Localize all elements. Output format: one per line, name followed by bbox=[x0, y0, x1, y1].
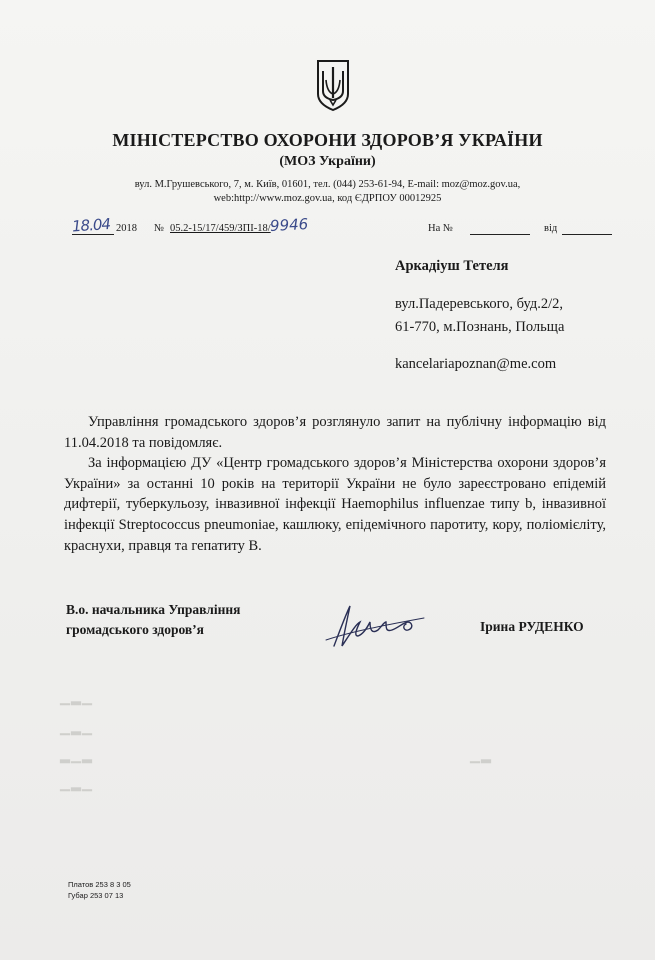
executor-line2: Губар 253 07 13 bbox=[68, 891, 124, 900]
show-through-mark: ▂▁▂ bbox=[60, 748, 93, 763]
reference-label: На № bbox=[428, 223, 453, 234]
show-through-mark: ▁▂▁ bbox=[60, 720, 93, 735]
number-label: № bbox=[154, 223, 165, 234]
ministry-name: МІНІСТЕРСТВО ОХОРОНИ ЗДОРОВ’Я УКРАЇНИ bbox=[112, 130, 543, 150]
recipient-block bbox=[395, 258, 564, 373]
contact-line-web: web:http://www.moz.gov.ua, код ЄДРПОУ 00012925 bbox=[213, 193, 442, 204]
trident-icon bbox=[315, 58, 351, 112]
recipient-address-line1: вул.Падеревського, буд.2/2, bbox=[395, 296, 564, 312]
show-through-mark: ▁▂▁ bbox=[60, 776, 93, 791]
letter-body bbox=[64, 412, 606, 556]
reference-from-label: від bbox=[544, 223, 558, 234]
signatory-title-line2: громадського здоров’я bbox=[66, 622, 204, 637]
registration-number: 05.2-15/17/459/ЗПІ-18/ bbox=[170, 223, 271, 234]
contact-line-address: вул. М.Грушевського, 7, м. Київ, 01601, тел. (044) 253-61-94, E-mail: moz@moz.gov.ua, bbox=[134, 179, 521, 190]
reference-number-blank bbox=[470, 234, 530, 235]
signatory-title bbox=[66, 600, 240, 640]
recipient-address-line2: 61-770, м.Познань, Польща bbox=[395, 319, 565, 335]
reference-date-blank bbox=[562, 234, 612, 235]
recipient-name: Аркадіуш Тетеля bbox=[395, 258, 509, 274]
date-underline bbox=[72, 234, 114, 235]
signatory-title-line1: В.о. начальника Управління bbox=[66, 602, 241, 617]
show-through-mark: ▁▂▁ bbox=[60, 690, 93, 705]
show-through-mark: ▁▂ bbox=[470, 748, 492, 763]
handwritten-date: 18.04 bbox=[71, 214, 111, 236]
handwritten-signature bbox=[320, 600, 432, 652]
registration-year: 2018 bbox=[116, 223, 137, 234]
signatory-name: Ірина РУДЕНКО bbox=[480, 619, 584, 634]
handwritten-number: 9946 bbox=[269, 215, 309, 235]
body-paragraph: За інформацією ДУ «Центр громадського здоров’я Міністерства охорони здоров’я України» за останні 10 років на території України не було зареєстровано епідемій дифтерії, туберкульозу, інвазивної інфекції Haemophilus influenzae типу b, інвазивної інфекції Streptococcus pneumoniae, кашлюку, епідемічного паротиту, кору, поліомієліту, краснухи, правця та гепатиту В. bbox=[64, 455, 606, 554]
ministry-abbreviation: (МОЗ України) bbox=[279, 154, 376, 169]
executors-block bbox=[68, 879, 131, 901]
registration-line bbox=[71, 214, 612, 240]
recipient-email: kancelariapoznan@me.com bbox=[395, 356, 557, 372]
body-paragraph: Управління громадського здоров’я розглянуло запит на публічну інформацію від 11.04.2018 та повідомляє. bbox=[64, 414, 606, 451]
executor-line1: Платов 253 8 3 05 bbox=[68, 880, 131, 889]
